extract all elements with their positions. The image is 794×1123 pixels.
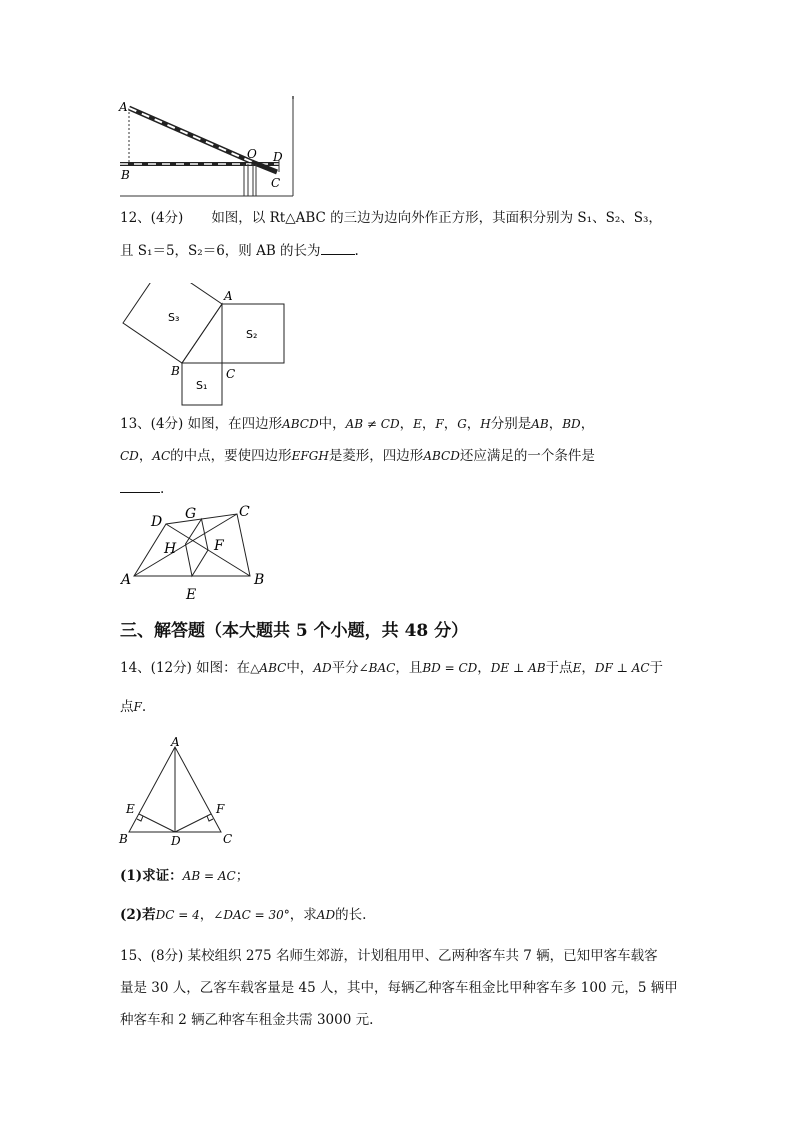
- q15-line-1: 15、(8分) 某校组织 275 名师生郊游，计划租用甲、乙两种客车共 7 辆，已知甲客车载客: [120, 948, 658, 964]
- q14-part-1: (1)求证：AB = AC；: [120, 868, 250, 884]
- figure-12-label-b: B: [171, 364, 180, 378]
- q13-line-3: .: [120, 479, 164, 498]
- svg-text:D: D: [151, 514, 163, 530]
- q14-part-2: (2)若DC = 4，∠DAC = 30°，求AD的长.: [120, 907, 367, 923]
- section-3-heading: 三、解答题（本大题共 5 个小题，共 48 分）: [120, 621, 469, 641]
- figure-12-squares: [115, 283, 295, 411]
- svg-text:F: F: [216, 802, 225, 816]
- figure-12-label-s3: S₃: [168, 311, 180, 324]
- svg-text:B: B: [119, 832, 128, 846]
- svg-text:E: E: [186, 587, 197, 602]
- q15-line-3: 种客车和 2 辆乙种客车租金共需 3000 元.: [120, 1012, 374, 1028]
- figure-11-label-b: B: [121, 168, 130, 182]
- svg-text:C: C: [239, 504, 250, 520]
- figure-14-df: [175, 814, 211, 832]
- q12-answer-blank[interactable]: [321, 241, 355, 255]
- figure-11-label-d: D: [273, 150, 283, 164]
- svg-text:F: F: [214, 538, 224, 554]
- figure-12-label-c: C: [226, 367, 236, 381]
- q12-text-1: 如图，以 Rt△ABC 的三边为边向外作正方形，其面积分别为 S₁、S₂、S₃，: [211, 210, 662, 226]
- figure-12-label-s1: S₁: [196, 379, 208, 392]
- svg-text:E: E: [126, 802, 135, 816]
- figure-12-label-a: A: [224, 289, 233, 303]
- q13-answer-blank[interactable]: [120, 479, 160, 493]
- q14-line-1: 14、(12分) 如图：在△ABC中，AD平分∠BAC，且BD = CD，DE ⊥ AB于点E，DF ⊥ AC于: [120, 660, 664, 676]
- q15-line-2: 量是 30 人，乙客车载客量是 45 人，其中，每辆乙种客车租金比甲种客车多 100 元，5 辆甲: [120, 980, 678, 996]
- q12-line-2: 且 S₁＝5，S₂＝6，则 AB 的长为 .: [120, 243, 359, 259]
- svg-text:D: D: [171, 834, 181, 848]
- svg-text:A: A: [171, 735, 180, 749]
- figure-14-de: [139, 814, 175, 832]
- svg-text:B: B: [254, 572, 265, 588]
- svg-text:C: C: [223, 832, 233, 846]
- svg-text:A: A: [121, 572, 132, 588]
- svg-text:H: H: [164, 541, 177, 557]
- q13-line-2: CD，AC的中点，要使四边形EFGH是菱形，四边形ABCD还应满足的一个条件是: [120, 448, 595, 464]
- q13-line-1: 13、(4分) 如图，在四边形ABCD中，AB ≠ CD，E，F，G，H分别是AB，BD，: [120, 416, 595, 432]
- figure-11-barrier: [115, 92, 305, 200]
- q12-number: 12、(4分): [120, 210, 184, 226]
- figure-11-label-c: C: [271, 176, 281, 190]
- figure-11-label-o: O: [247, 147, 257, 161]
- figure-12-label-s2: S₂: [246, 328, 258, 341]
- q12-line-1: [120, 209, 662, 227]
- figure-14-triangle: [115, 735, 245, 850]
- figure-11-label-a: A: [119, 100, 128, 114]
- q12-text-2: 且 S₁＝5，S₂＝6，则 AB 的长为: [120, 243, 321, 259]
- q14-line-2: 点F.: [120, 699, 147, 715]
- figure-13-quadrilateral: [115, 502, 275, 602]
- svg-text:G: G: [185, 506, 197, 522]
